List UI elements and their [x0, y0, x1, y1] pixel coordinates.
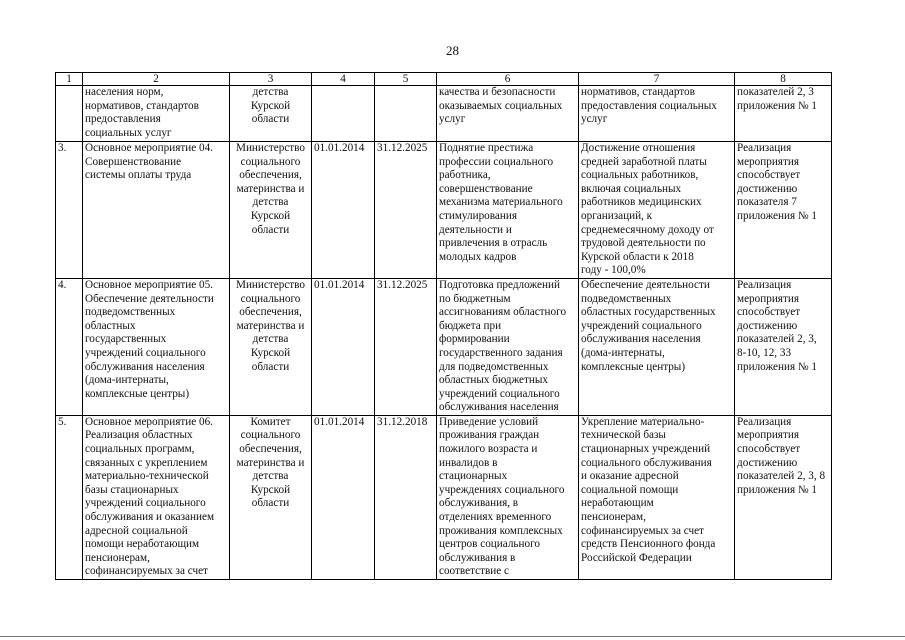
indicators: Реализация мероприятия способствует достижению показателя 7 приложения № 1	[735, 142, 832, 279]
start-date	[312, 86, 375, 142]
table-row	[56, 415, 832, 579]
indicators: Реализация мероприятия способствует достижению показателей 2, 3, 8-10, 12, 33 приложения № 1	[735, 278, 832, 415]
indicators: Реализация мероприятия способствует достижению показателей 2, 3, 8 приложения № 1	[735, 415, 832, 579]
page-number: 28	[446, 43, 459, 58]
column-number: 6	[437, 73, 579, 86]
executor: детства Курской области	[230, 86, 312, 142]
measures-table	[55, 72, 832, 580]
executor: Комитет социального обеспечения, материнства и детства Курской области	[230, 415, 312, 579]
indicators: показателей 2, 3 приложения № 1	[735, 86, 832, 142]
table-row	[56, 86, 832, 142]
expected-result: Приведение условий проживания граждан пожилого возраста и инвалидов в стационарных учреждениях социального обслуживания, в отделениях временного проживания комплексных центров социального обслуживания в соответствие с	[437, 415, 579, 579]
consequences: Обеспечение деятельности подведомственных областных государственных учреждений социального обслуживания населения (дома-интернаты, комплексные центры)	[579, 278, 735, 415]
end-date	[375, 86, 437, 142]
executor: Министерство социального обеспечения, материнства и детства Курской области	[230, 142, 312, 279]
consequences: Укрепление материально- технической базы стационарных учреждений социального обслуживания и оказание адресной социальной помощи неработающим пенсионерам, софинансируемых за счет средств Пенсионного фонда Российской Федерации	[579, 415, 735, 579]
column-number: 5	[375, 73, 437, 86]
measure-name: Основное мероприятие 06. Реализация областных социальных программ, связанных с укреплением материально-технической базы стационарных учреждений социального обслуживания и оказанием адресной социальной помощи неработающим пенсионерам, софинансируемых за счет	[83, 415, 230, 579]
column-number: 2	[83, 73, 230, 86]
row-number: 3.	[56, 142, 83, 279]
column-number: 3	[230, 73, 312, 86]
measure-name: Основное мероприятие 04. Совершенствование системы оплаты труда	[83, 142, 230, 279]
table-row	[56, 142, 832, 279]
table-row	[56, 278, 832, 415]
measure-name: Основное мероприятие 05. Обеспечение деятельности подведомственных областных государственных учреждений социального обслуживания населения (дома-интернаты, комплексные центры)	[83, 278, 230, 415]
consequences: нормативов, стандартов предоставления социальных услуг	[579, 86, 735, 142]
start-date: 01.01.2014	[312, 278, 375, 415]
column-number: 4	[312, 73, 375, 86]
executor: Министерство социального обеспечения, материнства и детства Курской области	[230, 278, 312, 415]
expected-result: Подготовка предложений по бюджетным ассигнованиям областного бюджета при формировании государственного задания для подведомственных областных бюджетных учреждений социального обслуживания населения	[437, 278, 579, 415]
end-date: 31.12.2018	[375, 415, 437, 579]
expected-result: качества и безопасности оказываемых социальных услуг	[437, 86, 579, 142]
measure-name: населения норм, нормативов, стандартов предоставления социальных услуг	[83, 86, 230, 142]
column-number: 1	[56, 73, 83, 86]
page-bottom-edge	[0, 636, 905, 637]
expected-result: Поднятие престижа профессии социального работника, совершенствование механизма материального стимулирования деятельности и привлечения в отрасль молодых кадров	[437, 142, 579, 279]
consequences: Достижение отношения средней заработной платы социальных работников, включая социальных работников медицинских организаций, к среднемесячному доходу от трудовой деятельности по Курской области к 2018 году - 100,0%	[579, 142, 735, 279]
row-number: 4.	[56, 278, 83, 415]
row-number: 5.	[56, 415, 83, 579]
column-number: 8	[735, 73, 832, 86]
start-date: 01.01.2014	[312, 142, 375, 279]
end-date: 31.12.2025	[375, 278, 437, 415]
column-number-row	[56, 73, 832, 86]
column-number: 7	[579, 73, 735, 86]
start-date: 01.01.2014	[312, 415, 375, 579]
end-date: 31.12.2025	[375, 142, 437, 279]
row-number	[56, 86, 83, 142]
